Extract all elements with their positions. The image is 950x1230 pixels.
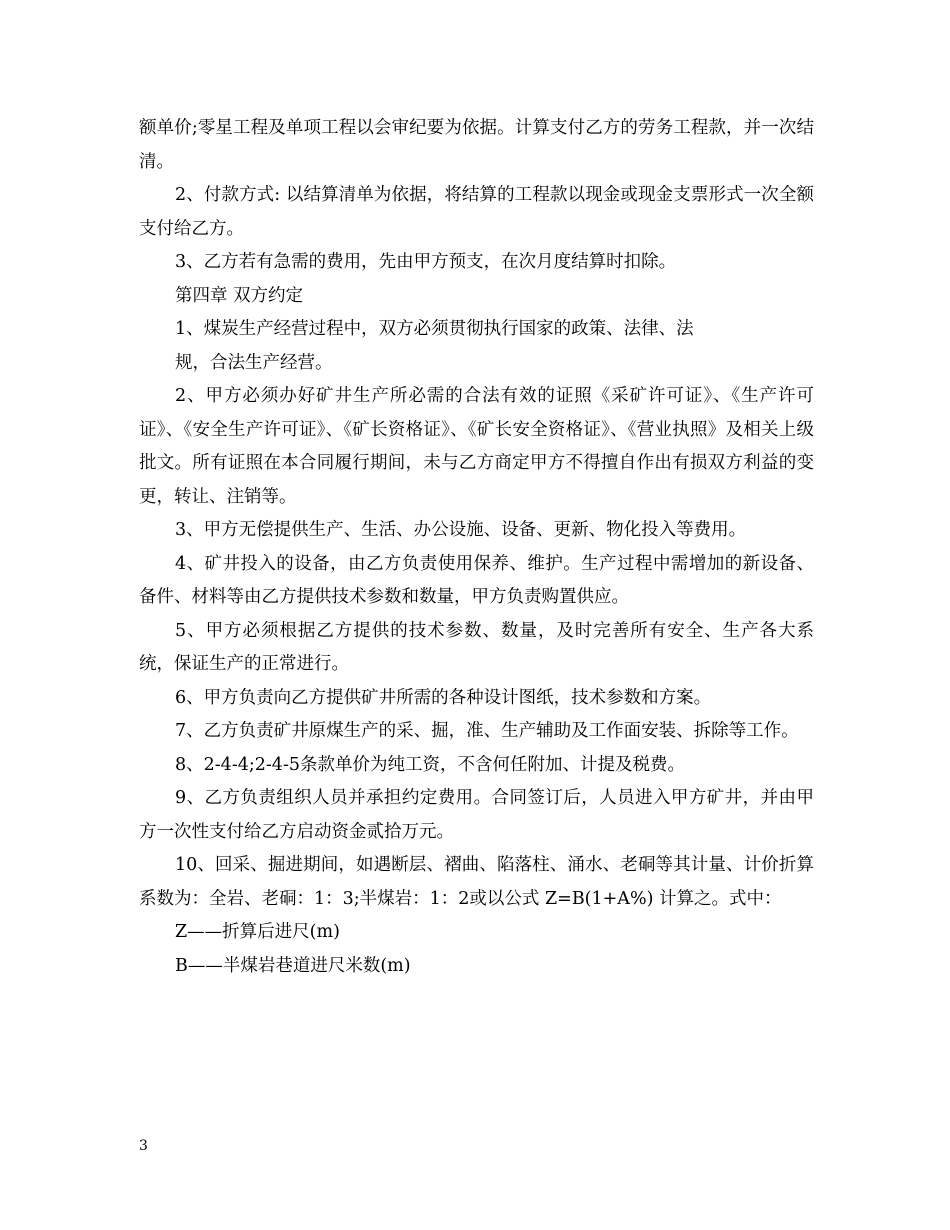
paragraph-15: 10、回采、掘进期间，如遇断层、褶曲、陷落柱、涌水、老硐等其计量、计价折算系数为：全岩、老硐：1：3;半煤岩：1：2或以公式 Z=B(1+A%) 计算之。式中： <box>139 855 814 909</box>
document-body <box>139 112 814 983</box>
paragraph-8: 3、甲方无偿提供生产、生活、办公设施、设备、更新、物化投入等费用。 <box>175 520 747 540</box>
paragraph-11: 6、甲方负责向乙方提供矿井所需的各种设计图纸，技术参数和方案。 <box>175 687 712 708</box>
paragraph-10: 5、甲方必须根据乙方提供的技术参数、数量，及时完善所有安全、生产各大系统，保证生产的正常进行。 <box>139 620 814 674</box>
formula-definition-b: B——半煤岩巷道进尺米数(m) <box>175 955 411 976</box>
formula-definition-z: Z——折算后进尺(m) <box>175 922 340 942</box>
paragraph-14: 9、乙方负责组织人员并承担约定费用。合同签订后，人员进入甲方矿井，并由甲方一次性支付给乙方启动资金贰拾万元。 <box>139 788 814 842</box>
paragraph-6: 规，合法生产经营。 <box>175 352 333 373</box>
paragraph-1: 额单价;零星工程及单项工程以会审纪要为依据。计算支付乙方的劳务工程款，并一次结清。 <box>139 118 814 172</box>
paragraph-13: 8、2-4-4;2-4-5条款单价为纯工资，不含何任附加、计提及税费。 <box>175 754 685 775</box>
paragraph-3: 3、乙方若有急需的费用，先由甲方预支，在次月度结算时扣除。 <box>175 252 677 272</box>
paragraph-2: 2、付款方式: 以结算清单为依据，将结算的工程款以现金或现金支票形式一次全额支付给乙方。 <box>139 185 814 239</box>
paragraph-9: 4、矿井投入的设备，由乙方负责使用保养、维护。生产过程中需增加的新设备、备件、材料等由乙方提供技术参数和数量，甲方负责购置供应。 <box>139 553 814 607</box>
paragraph-7: 2、甲方必须办好矿井生产所必需的合法有效的证照《采矿许可证》、《生产许可证》、《安全生产许可证》、《矿长资格证》、《矿长安全资格证》、《营业执照》及相关上级批文。所有证照在本合同履行期间，未与乙方商定甲方不得擅自作出有损双方利益的变更，转让、注销等。 <box>139 386 814 507</box>
paragraph-12: 7、乙方负责矿井原煤生产的采、掘，准、生产辅助及工作面安装、拆除等工作。 <box>175 721 799 741</box>
page-number: 3 <box>139 1138 148 1154</box>
paragraph-5: 1、煤炭生产经营过程中，双方必须贯彻执行国家的政策、法律、法 <box>175 319 694 339</box>
chapter-heading: 第四章 双方约定 <box>175 285 304 306</box>
